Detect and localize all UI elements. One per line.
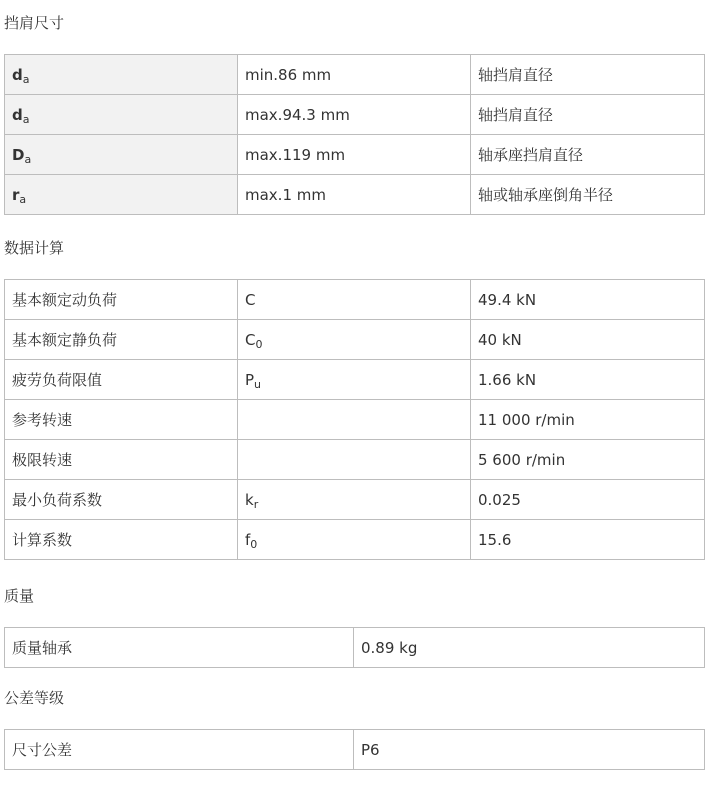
mass-table — [4, 627, 705, 668]
value-cell: 0.025 — [471, 480, 705, 520]
value-cell: max.94.3 mm — [238, 95, 471, 135]
table-row — [5, 95, 705, 135]
symbol-text: C — [245, 330, 256, 349]
table-row — [5, 280, 705, 320]
value-cell: 11 000 r/min — [471, 400, 705, 440]
table-row — [5, 55, 705, 95]
symbol-cell — [238, 320, 471, 360]
value-cell: 49.4 kN — [471, 280, 705, 320]
table-row — [5, 400, 705, 440]
section-title-abutment: 挡肩尺寸 — [4, 14, 65, 32]
symbol-text: r — [12, 185, 20, 204]
label-cell: 质量轴承 — [5, 628, 354, 668]
label-cell: 基本额定动负荷 — [5, 280, 238, 320]
table-row — [5, 135, 705, 175]
table-row — [5, 320, 705, 360]
symbol-subscript: u — [254, 377, 262, 391]
symbol-text: D — [12, 145, 25, 164]
symbol-text: f — [245, 530, 251, 549]
value-cell: 5 600 r/min — [471, 440, 705, 480]
label-cell: 极限转速 — [5, 440, 238, 480]
symbol-subscript: 0 — [255, 337, 263, 351]
symbol-cell — [5, 95, 238, 135]
description-cell: 轴或轴承座倒角半径 — [471, 175, 705, 215]
abutment-table — [4, 54, 705, 215]
value-cell: 15.6 — [471, 520, 705, 560]
description-cell: 轴挡肩直径 — [471, 95, 705, 135]
symbol-text: d — [12, 65, 23, 84]
symbol-subscript: a — [19, 192, 27, 206]
symbol-subscript: 0 — [250, 537, 258, 551]
symbol-text: P — [245, 370, 255, 389]
value-cell: 0.89 kg — [354, 628, 705, 668]
value-cell: max.119 mm — [238, 135, 471, 175]
symbol-cell — [5, 175, 238, 215]
section-title-mass: 质量 — [4, 587, 35, 605]
table-row — [5, 440, 705, 480]
label-cell: 尺寸公差 — [5, 730, 354, 770]
label-cell: 最小负荷系数 — [5, 480, 238, 520]
table-row — [5, 360, 705, 400]
symbol-cell — [5, 135, 238, 175]
value-cell: 40 kN — [471, 320, 705, 360]
symbol-text: k — [245, 490, 254, 509]
symbol-text: d — [12, 105, 23, 124]
calculation-table — [4, 279, 705, 560]
symbol-cell — [5, 55, 238, 95]
symbol-cell — [238, 360, 471, 400]
value-cell: P6 — [354, 730, 705, 770]
symbol-cell — [238, 400, 471, 440]
symbol-cell — [238, 480, 471, 520]
label-cell: 基本额定静负荷 — [5, 320, 238, 360]
value-cell: max.1 mm — [238, 175, 471, 215]
symbol-cell — [238, 440, 471, 480]
symbol-subscript: r — [253, 497, 259, 511]
symbol-text: C — [245, 290, 256, 309]
label-cell: 疲劳负荷限值 — [5, 360, 238, 400]
section-title-calculation: 数据计算 — [4, 239, 65, 257]
table-row — [5, 480, 705, 520]
label-cell: 参考转速 — [5, 400, 238, 440]
description-cell: 轴挡肩直径 — [471, 55, 705, 95]
description-cell: 轴承座挡肩直径 — [471, 135, 705, 175]
symbol-cell — [238, 520, 471, 560]
symbol-subscript: a — [22, 72, 30, 86]
table-row — [5, 730, 705, 770]
value-cell: 1.66 kN — [471, 360, 705, 400]
symbol-subscript: a — [24, 152, 32, 166]
symbol-cell — [238, 280, 471, 320]
section-title-tolerance: 公差等级 — [4, 689, 65, 707]
table-row — [5, 520, 705, 560]
label-cell: 计算系数 — [5, 520, 238, 560]
table-row — [5, 175, 705, 215]
symbol-subscript: a — [22, 112, 30, 126]
table-row — [5, 628, 705, 668]
value-cell: min.86 mm — [238, 55, 471, 95]
tolerance-table — [4, 729, 705, 770]
